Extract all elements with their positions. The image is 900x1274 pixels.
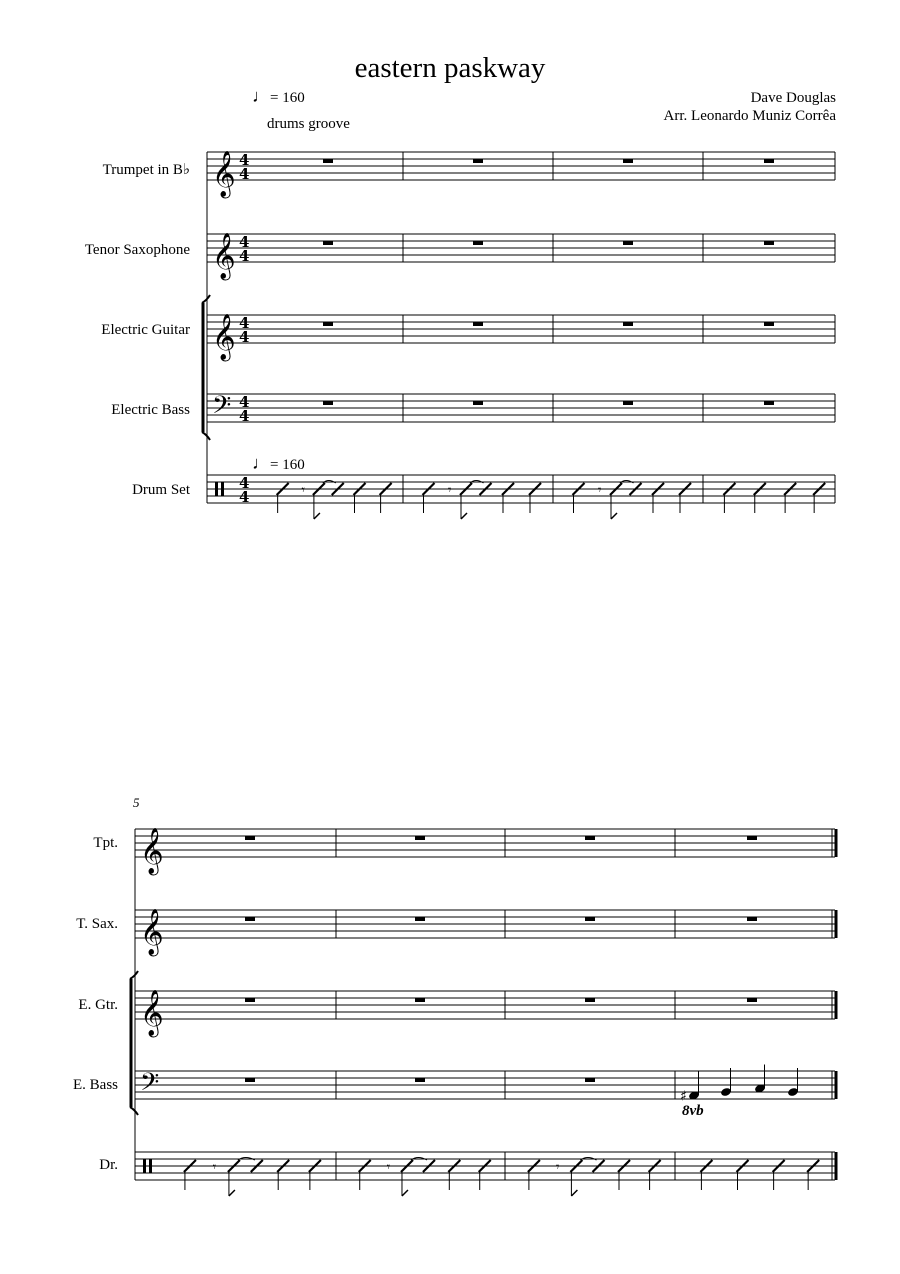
whole-rest — [473, 241, 483, 245]
time-signature-denominator: 4 — [239, 407, 250, 425]
eighth-rest-icon: 𝄾 — [448, 483, 452, 498]
whole-rest — [245, 1078, 255, 1082]
time-signature-numerator: 4 — [239, 233, 250, 251]
percussion-clef-icon — [215, 482, 218, 496]
staff-bracket-hook — [202, 432, 210, 440]
whole-rest — [764, 401, 774, 405]
whole-rest — [415, 836, 425, 840]
measure-number: 5 — [133, 795, 140, 810]
whole-rest — [323, 322, 333, 326]
eighth-flag — [229, 1190, 235, 1196]
eighth-rest-icon: 𝄾 — [386, 1160, 391, 1175]
whole-rest — [245, 917, 255, 921]
whole-rest — [764, 241, 774, 245]
staff-bracket-hook — [130, 1107, 138, 1115]
composer-credit: Dave Douglas — [750, 90, 836, 106]
eighth-flag — [461, 513, 467, 519]
time-signature-numerator: 4 — [239, 151, 250, 169]
whole-rest — [245, 998, 255, 1002]
staff-label-drums-short: Dr. — [99, 1157, 118, 1173]
sharp-icon: ♯ — [680, 1088, 687, 1105]
arranger-credit: Arr. Leonardo Muniz Corrêa — [663, 108, 836, 124]
percussion-clef-icon — [221, 482, 224, 496]
whole-rest — [623, 159, 633, 163]
whole-rest — [473, 322, 483, 326]
treble-clef-icon: 𝄞 — [140, 990, 164, 1036]
drum-tempo-marking: ♩= 160 — [252, 453, 305, 473]
time-signature-numerator: 4 — [239, 393, 250, 411]
eighth-flag — [611, 513, 617, 519]
whole-rest — [245, 836, 255, 840]
staff-bracket-hook — [202, 295, 210, 303]
whole-rest — [323, 401, 333, 405]
percussion-clef-icon — [143, 1159, 146, 1173]
octave-marking: 8vb — [682, 1103, 704, 1119]
whole-rest — [623, 322, 633, 326]
treble-clef-icon: 𝄞 — [140, 828, 164, 874]
staff-label-bass: Electric Bass — [111, 402, 190, 418]
time-signature-denominator: 4 — [239, 488, 250, 506]
staff-label-trumpet-short: Tpt. — [93, 835, 118, 851]
tempo-marking: ♩= 160 — [252, 86, 305, 106]
whole-rest — [747, 917, 757, 921]
whole-rest — [764, 159, 774, 163]
whole-rest — [585, 836, 595, 840]
eighth-flag — [314, 513, 320, 519]
section-label: drums groove — [267, 116, 350, 132]
whole-rest — [585, 1078, 595, 1082]
time-signature-denominator: 4 — [239, 328, 250, 346]
whole-rest — [473, 159, 483, 163]
whole-rest — [747, 836, 757, 840]
whole-rest — [473, 401, 483, 405]
staff-label-trumpet: Trumpet in B♭ — [102, 162, 190, 178]
whole-rest — [585, 998, 595, 1002]
time-signature-numerator: 4 — [239, 474, 250, 492]
whole-rest — [623, 401, 633, 405]
whole-rest — [623, 241, 633, 245]
staff-label-tenor-sax-short: T. Sax. — [76, 916, 118, 932]
quarter-note-icon: ♩ — [252, 453, 270, 473]
eighth-flag — [402, 1190, 408, 1196]
treble-clef-icon: 𝄞 — [212, 314, 236, 360]
whole-rest — [747, 998, 757, 1002]
eighth-flag — [571, 1190, 577, 1196]
eighth-rest-icon: 𝄾 — [212, 1160, 217, 1175]
staff-label-bass-short: E. Bass — [73, 1077, 118, 1093]
staff-label-guitar: Electric Guitar — [101, 322, 190, 338]
staff-bracket-hook — [130, 971, 138, 979]
whole-rest — [323, 241, 333, 245]
whole-rest — [415, 917, 425, 921]
bass-clef-icon: 𝄢 — [212, 391, 232, 426]
eighth-rest-icon: 𝄾 — [556, 1160, 560, 1175]
quarter-note-icon: ♩ — [252, 86, 270, 106]
time-signature-denominator: 4 — [239, 247, 250, 265]
whole-rest — [585, 917, 595, 921]
staff-label-tenor-sax: Tenor Saxophone — [84, 242, 190, 258]
eighth-rest-icon: 𝄾 — [598, 483, 602, 498]
whole-rest — [764, 322, 774, 326]
staff-label-drums: Drum Set — [132, 482, 190, 498]
staff-label-guitar-short: E. Gtr. — [78, 997, 118, 1013]
whole-rest — [415, 998, 425, 1002]
time-signature-denominator: 4 — [239, 165, 250, 183]
treble-clef-icon: 𝄞 — [212, 233, 236, 279]
time-signature-numerator: 4 — [239, 314, 250, 332]
treble-clef-icon: 𝄞 — [212, 151, 236, 197]
bass-clef-icon: 𝄢 — [140, 1068, 160, 1103]
whole-rest — [415, 1078, 425, 1082]
eighth-rest-icon: 𝄾 — [301, 483, 305, 498]
treble-clef-icon: 𝄞 — [140, 909, 164, 955]
percussion-clef-icon — [149, 1159, 152, 1173]
whole-rest — [323, 159, 333, 163]
score-title: eastern paskway — [354, 52, 546, 84]
